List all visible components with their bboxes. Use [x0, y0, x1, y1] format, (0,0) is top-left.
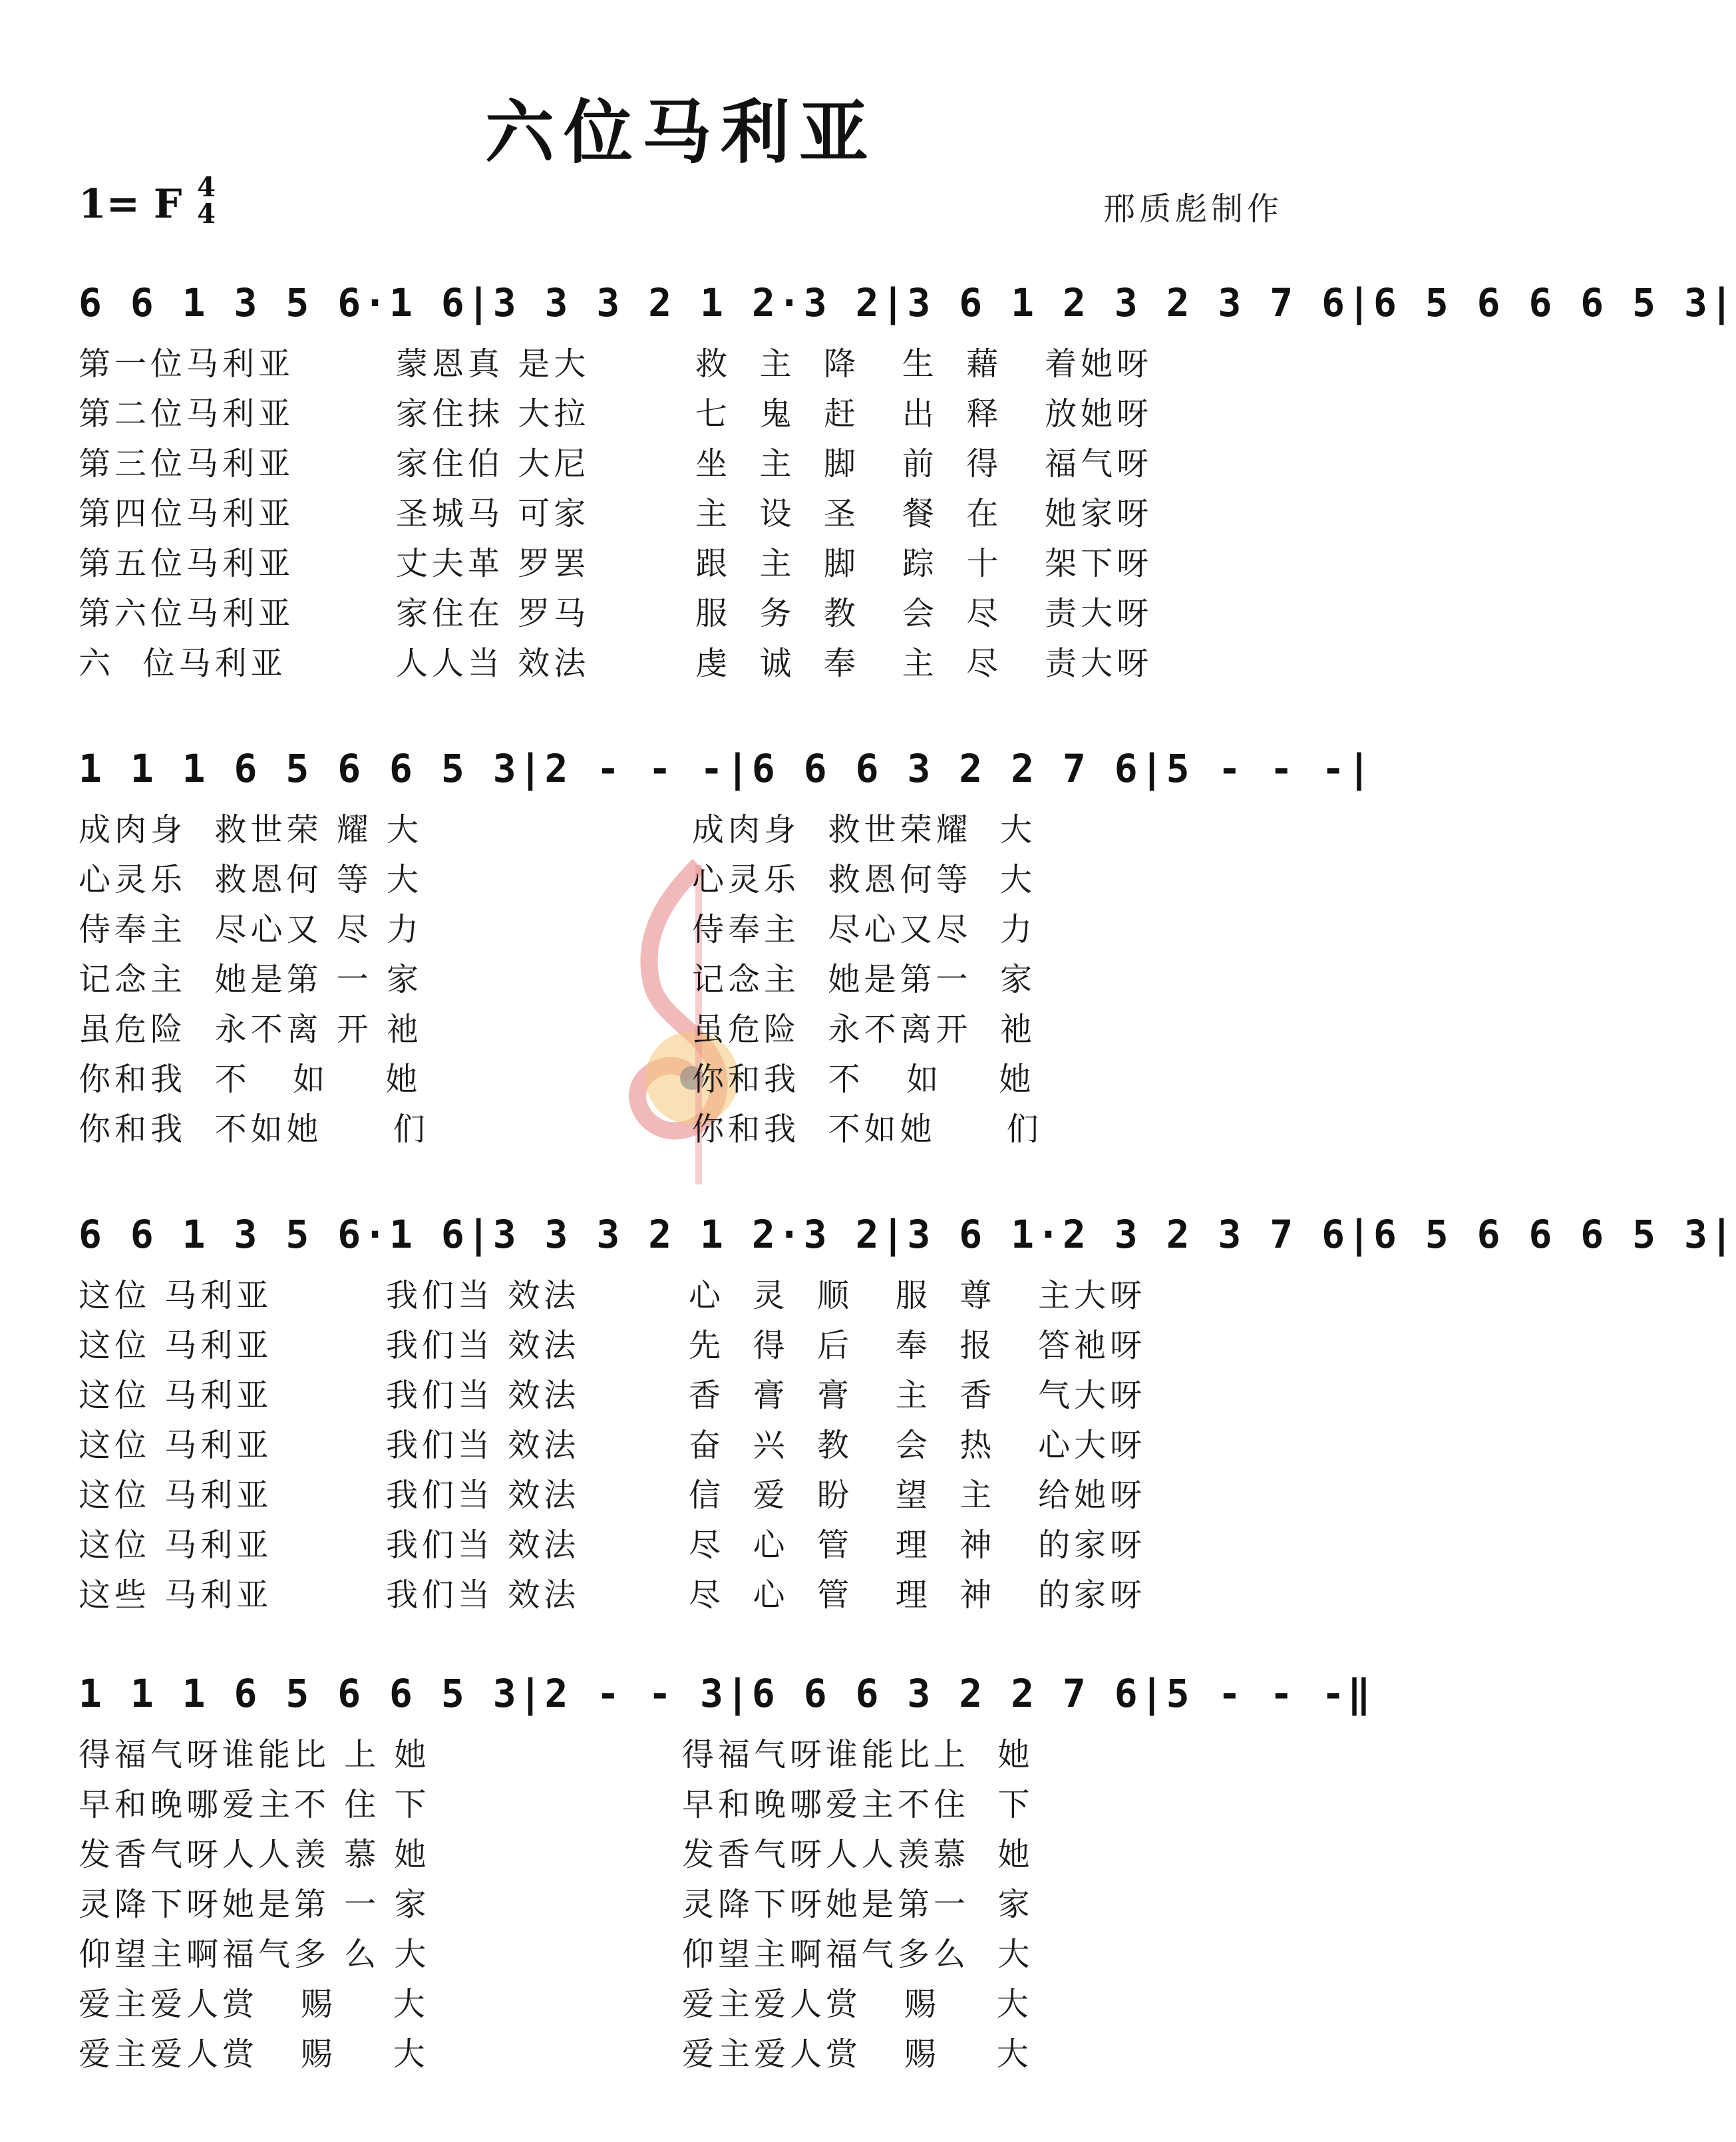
lyrics-block-4-right	[682, 1730, 1034, 2079]
lyric-line: 主 设 圣 餐 在 她家呀	[695, 495, 1153, 532]
lyric-line: 尽 心 管 理 神 的家呀	[689, 1526, 1146, 1564]
lyric-line: 心灵乐 救恩何 等 大	[79, 861, 423, 898]
lyric-line: 香 膏 膏 主 香 气大呀	[689, 1377, 1146, 1414]
lyric-line: 第四位马利亚	[79, 495, 295, 532]
lyric-line: 你和我 不如她 们	[79, 1111, 429, 1148]
lyric-line: 我们当 效法	[386, 1576, 580, 1614]
lyric-line: 这位 马利亚	[79, 1477, 273, 1514]
lyric-line: 爱主爱人赏 赐 大	[79, 1986, 429, 2023]
lyric-line: 爱主爱人赏 赐 大	[682, 1986, 1033, 2023]
lyric-line: 尽 心 管 理 神 的家呀	[689, 1576, 1146, 1614]
lyric-line: 虽危险 永不离 开 祂	[79, 1011, 423, 1048]
lyrics-block-1-mid	[396, 339, 590, 689]
lyric-line: 这位 马利亚	[79, 1526, 273, 1564]
lyric-line: 第一位马利亚	[79, 345, 295, 383]
meter-bottom: 4	[197, 198, 216, 230]
lyric-line: 家住伯 大尼	[396, 445, 590, 482]
lyric-line: 坐 主 脚 前 得 福气呀	[695, 445, 1153, 482]
lyric-line: 得福气呀谁能比 上 她	[79, 1736, 431, 1773]
lyric-line: 爱主爱人赏 赐 大	[79, 2036, 429, 2073]
lyric-line: 虔 诚 奉 主 尽 责大呀	[695, 645, 1153, 682]
key-signature: 1= F	[79, 181, 182, 228]
lyrics-block-3-left	[79, 1271, 272, 1620]
lyric-line: 你和我 不 如 她	[79, 1061, 422, 1098]
lyric-line: 你和我 不 如 她	[692, 1061, 1035, 1098]
lyric-line: 你和我 不如她 们	[692, 1111, 1043, 1148]
lyric-line: 家住抹 大拉	[396, 395, 590, 433]
lyric-line: 第五位马利亚	[79, 545, 295, 582]
lyric-line: 心灵乐 救恩何等 大	[692, 861, 1037, 898]
lyric-line: 虽危险 永不离开 祂	[692, 1011, 1037, 1048]
lyric-line: 我们当 效法	[386, 1277, 580, 1314]
lyric-line: 服 务 教 会 尽 责大呀	[695, 595, 1153, 632]
lyrics-block-4-left	[79, 1730, 431, 2079]
lyrics-block-1-right	[695, 339, 1152, 689]
lyric-line: 信 爱 盼 望 主 给她呀	[689, 1477, 1146, 1514]
lyric-line: 我们当 效法	[386, 1526, 580, 1564]
lyric-line: 我们当 效法	[386, 1477, 580, 1514]
lyric-line: 圣城马 可家	[396, 495, 590, 532]
lyric-line: 记念主 她是第一 家	[692, 961, 1037, 998]
lyric-line: 成肉身 救世荣 耀 大	[79, 811, 423, 848]
lyrics-block-1-left	[79, 339, 294, 689]
time-signature	[192, 174, 221, 228]
lyric-line: 人人当 效法	[396, 645, 590, 682]
meter-top: 4	[197, 172, 216, 203]
lyric-line: 爱主爱人赏 赐 大	[682, 2036, 1033, 2073]
lyric-line: 早和晚哪爱主不 住 下	[79, 1786, 431, 1823]
notation-line-2: 1 1 1 6 5 6 6 5 3|2 - - -|6 6 6 3 2 2 7 6|5 - - -|	[79, 746, 1373, 791]
lyric-line: 第六位马利亚	[79, 595, 295, 632]
lyric-line: 发香气呀人人羡慕 她	[682, 1836, 1034, 1873]
lyric-line: 六 位马利亚	[79, 645, 287, 682]
lyric-line: 这位 马利亚	[79, 1277, 273, 1314]
lyric-line: 记念主 她是第 一 家	[79, 961, 423, 998]
lyric-line: 成肉身 救世荣耀 大	[692, 811, 1037, 848]
lyric-line: 先 得 后 奉 报 答祂呀	[689, 1327, 1146, 1364]
lyric-line: 第二位马利亚	[79, 395, 295, 433]
lyric-line: 这位 马利亚	[79, 1427, 273, 1464]
lyric-line: 心 灵 顺 服 尊 主大呀	[689, 1277, 1146, 1314]
lyrics-block-2-right	[692, 805, 1043, 1155]
lyric-line: 救 主 降 生 藉 着她呀	[695, 345, 1153, 383]
lyrics-block-2-left	[79, 805, 429, 1155]
lyric-line: 仰望主啊福气多么 大	[682, 1936, 1034, 1973]
lyric-line: 灵降下呀她是第 一 家	[79, 1886, 431, 1923]
lyrics-block-3-right	[689, 1271, 1146, 1620]
lyric-line: 第三位马利亚	[79, 445, 295, 482]
lyric-line: 家住在 罗马	[396, 595, 590, 632]
lyric-line: 我们当 效法	[386, 1427, 580, 1464]
lyric-line: 蒙恩真 是大	[396, 345, 590, 383]
lyric-line: 得福气呀谁能比上 她	[682, 1736, 1034, 1773]
lyric-line: 灵降下呀她是第一 家	[682, 1886, 1034, 1923]
lyric-line: 七 鬼 赶 出 释 放她呀	[695, 395, 1153, 433]
lyric-line: 早和晚哪爱主不住 下	[682, 1786, 1034, 1823]
lyric-line: 奋 兴 教 会 热 心大呀	[689, 1427, 1146, 1464]
lyric-line: 发香气呀人人羡 慕 她	[79, 1836, 431, 1873]
lyric-line: 侍奉主 尽心又 尽 力	[79, 911, 423, 948]
lyric-line: 跟 主 脚 踪 十 架下呀	[695, 545, 1153, 582]
song-title: 六位马利亚	[484, 91, 878, 173]
lyric-line: 这些 马利亚	[79, 1576, 273, 1614]
lyric-line: 我们当 效法	[386, 1327, 580, 1364]
notation-line-4: 1 1 1 6 5 6 6 5 3|2 - - 3|6 6 6 3 2 2 7 6|5 - - -‖	[79, 1671, 1373, 1716]
lyrics-block-3-mid	[386, 1271, 580, 1620]
notation-line-3: 6 6 1 3 5 6·1 6|3 3 3 2 1 2·3 2|3 6 1·2 3 2 3 7 6|6 5 6 6 6 5 3|	[79, 1212, 1736, 1257]
lyric-line: 丈夫革 罗罢	[396, 545, 590, 582]
author-credit: 邢质彪制作	[1103, 190, 1283, 228]
lyric-line: 这位 马利亚	[79, 1327, 273, 1364]
lyric-line: 侍奉主 尽心又尽 力	[692, 911, 1037, 948]
lyric-line: 我们当 效法	[386, 1377, 580, 1414]
lyric-line: 这位 马利亚	[79, 1377, 273, 1414]
lyric-line: 仰望主啊福气多 么 大	[79, 1936, 431, 1973]
notation-line-1: 6 6 1 3 5 6·1 6|3 3 3 2 1 2·3 2|3 6 1 2 3 2 3 7 6|6 5 6 6 6 5 3|	[79, 280, 1736, 325]
